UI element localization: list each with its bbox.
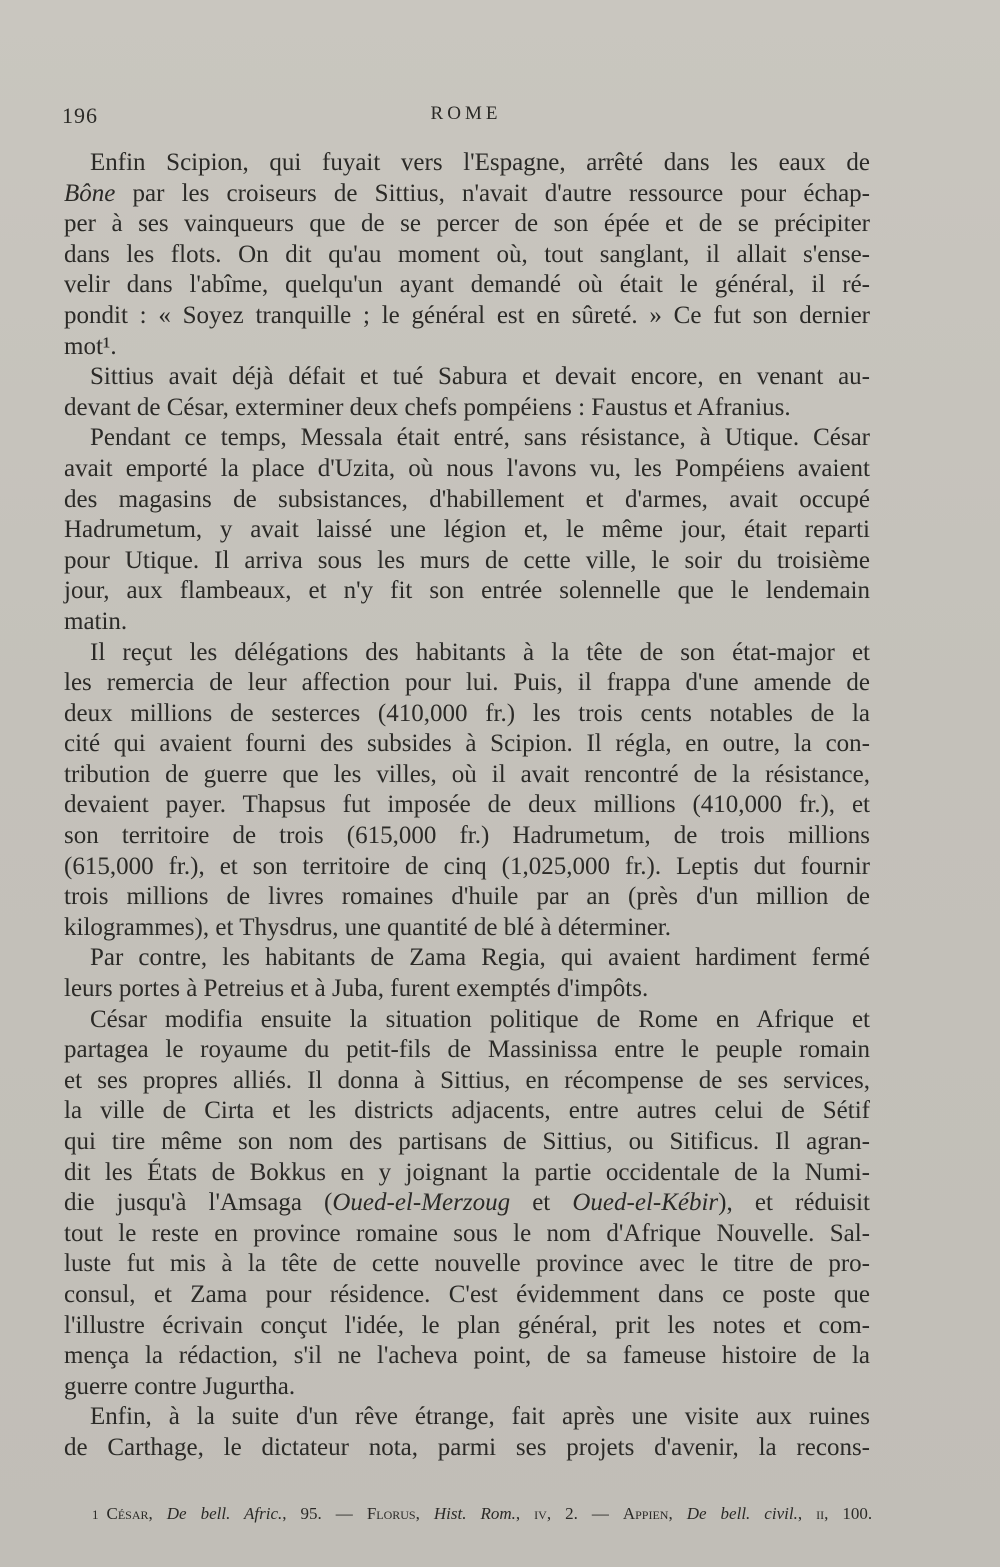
text-line: devant de César, exterminer deux chefs pompéiens : Faustus et Afranius. <box>64 393 791 421</box>
text-line: et ses propres alliés. Il donna à Sittius, en récompense de ses services, <box>64 1066 870 1094</box>
text-line: dit les États de Bokkus en y joignant la partie occidentale de la Numi- <box>64 1158 870 1186</box>
text-line: tout le reste en province romaine sous le nom d'Afrique Nouvelle. Sal- <box>64 1219 870 1247</box>
footnote-author: César <box>106 1504 149 1523</box>
italic-text: Oued-el-Merzoug <box>332 1189 511 1217</box>
footnote-title: De bell. Afric. <box>166 1504 283 1523</box>
text-line: deux millions de sesterces (410,000 fr.) les trois cents notables de la <box>64 699 870 727</box>
text-line: la ville de Cirta et les districts adjacents, entre autres celui de Sétif <box>64 1097 870 1125</box>
text-line: die jusqu'à l'Amsaga (Oued-el-Merzoug et Oued-el-Kébir), et réduisit <box>64 1189 871 1217</box>
footnote-marker: 1 <box>92 1507 99 1522</box>
text-line: cité qui avaient fourni des subsides à Scipion. Il régla, en outre, la con- <box>64 730 870 758</box>
text-line: luste fut mis à la tête de cette nouvelle province avec le titre de pro- <box>64 1250 870 1278</box>
text-line: matin. <box>64 607 128 635</box>
text-line: Enfin, à la suite d'un rêve étrange, fait après une visite aux ruines <box>90 1403 870 1431</box>
text-line: Par contre, les habitants de Zama Regia, qui avaient hardiment fermé <box>90 944 870 972</box>
body-text <box>64 148 870 1464</box>
text-line: velir dans l'abîme, quelqu'un ayant demandé où était le général, il ré- <box>64 271 870 299</box>
text-line: César modifia ensuite la situation politique de Rome en Afrique et <box>90 1005 870 1033</box>
text-line: kilogrammes), et Thysdrus, une quantité de blé à déterminer. <box>64 913 672 941</box>
text-line: mot¹. <box>64 332 117 360</box>
page-header <box>62 103 870 131</box>
text-line: des magasins de subsistances, d'habillement et d'armes, avait occupé <box>64 485 870 513</box>
footnote-title: De bell. civil. <box>686 1504 798 1523</box>
text-line: Enfin Scipion, qui fuyait vers l'Espagne, arrêté dans les eaux de <box>90 149 870 176</box>
text-line: qui tire même son nom des partisans de Sittius, ou Sitificus. Il agran- <box>64 1128 870 1155</box>
text-line: per à ses vainqueurs que de se percer de son épée et de se précipiter <box>64 210 870 238</box>
text-line: pour Utique. Il arriva sous les murs de cette ville, le soir du troisième <box>64 546 870 574</box>
footnote-text: , 95. — <box>282 1504 367 1523</box>
text-line: les remercia de leur affection pour lui. Puis, il frappa d'une amende de <box>64 669 870 697</box>
text-line: partagea le royaume du petit-fils de Massinissa entre le peuple romain <box>64 1036 870 1064</box>
text-line: dans les flots. On dit qu'au moment où, tout sanglant, il allait s'ense- <box>64 240 870 268</box>
text-line: Sittius avait déjà défait et tué Sabura et devait encore, en venant au- <box>90 363 870 391</box>
text-line: l'illustre écrivain conçut l'idée, le plan général, prit les notes et com- <box>64 1311 870 1339</box>
footnote <box>92 1504 872 1524</box>
footnote-text: , 2. — <box>546 1504 623 1523</box>
text-line: Hadrumetum, y avait laissé une légion et, le même jour, était reparti <box>64 516 870 544</box>
footnote-text: , <box>668 1504 687 1523</box>
footnote-title: Hist. Rom. <box>433 1504 516 1523</box>
text-line: Bône par les croiseurs de Sittius, n'avait d'autre ressource pour échap- <box>64 179 870 207</box>
text-line: guerre contre Jugurtha. <box>64 1372 296 1400</box>
text-line: son territoire de trois (615,000 fr.) Hadrumetum, de trois millions <box>64 822 870 850</box>
footnote-text: , <box>415 1504 434 1523</box>
footnote-text: , 100. <box>824 1504 873 1523</box>
text-line: pondit : « Soyez tranquille ; le général est en sûreté. » Ce fut son dernier <box>64 301 870 329</box>
text-line: jour, aux flambeaux, et n'y fit son entrée solennelle que le lendemain <box>64 577 870 605</box>
running-head: ROME <box>430 103 502 124</box>
text-line: de Carthage, le dictateur nota, parmi ses projets d'avenir, la recons- <box>64 1433 870 1461</box>
footnote-text: , <box>148 1504 167 1523</box>
footnote-author: ii <box>816 1504 825 1523</box>
italic-text: Oued-el-Kébir <box>572 1189 719 1217</box>
text-line: trois millions de livres romaines d'huile par an (près d'un million de <box>64 883 870 911</box>
footnote-text: , <box>515 1504 535 1523</box>
text-line: (615,000 fr.), et son territoire de cinq (1,025,000 fr.). Leptis dut fournir <box>64 852 870 880</box>
text-line: Il reçut les délégations des habitants à la tête de son état-major et <box>90 638 870 666</box>
footnote-author: Appien <box>622 1504 669 1523</box>
text-line: avait emporté la place d'Uzita, où nous l'avons vu, les Pompéiens avaient <box>64 454 870 482</box>
text-line: leurs portes à Petreius et à Juba, furent exemptés d'impôts. <box>64 975 649 1003</box>
text-line: mença la rédaction, s'il ne l'acheva point, de sa fameuse histoire de la <box>64 1342 870 1370</box>
italic-text: Bône <box>64 179 116 207</box>
text-line: consul, et Zama pour résidence. C'est évidemment dans ce poste que <box>64 1280 870 1308</box>
footnote-text: , <box>797 1504 817 1523</box>
page-number: 196 <box>62 103 98 128</box>
footnote-author: iv <box>534 1504 547 1523</box>
text-line: devaient payer. Thapsus fut imposée de deux millions (410,000 fr.), et <box>64 791 870 819</box>
footnote-author: Florus <box>366 1504 416 1523</box>
text-line: tribution de guerre que les villes, où il avait rencontré de la résistance, <box>64 760 870 788</box>
text-line: Pendant ce temps, Messala était entré, sans résistance, à Utique. César <box>90 424 870 452</box>
